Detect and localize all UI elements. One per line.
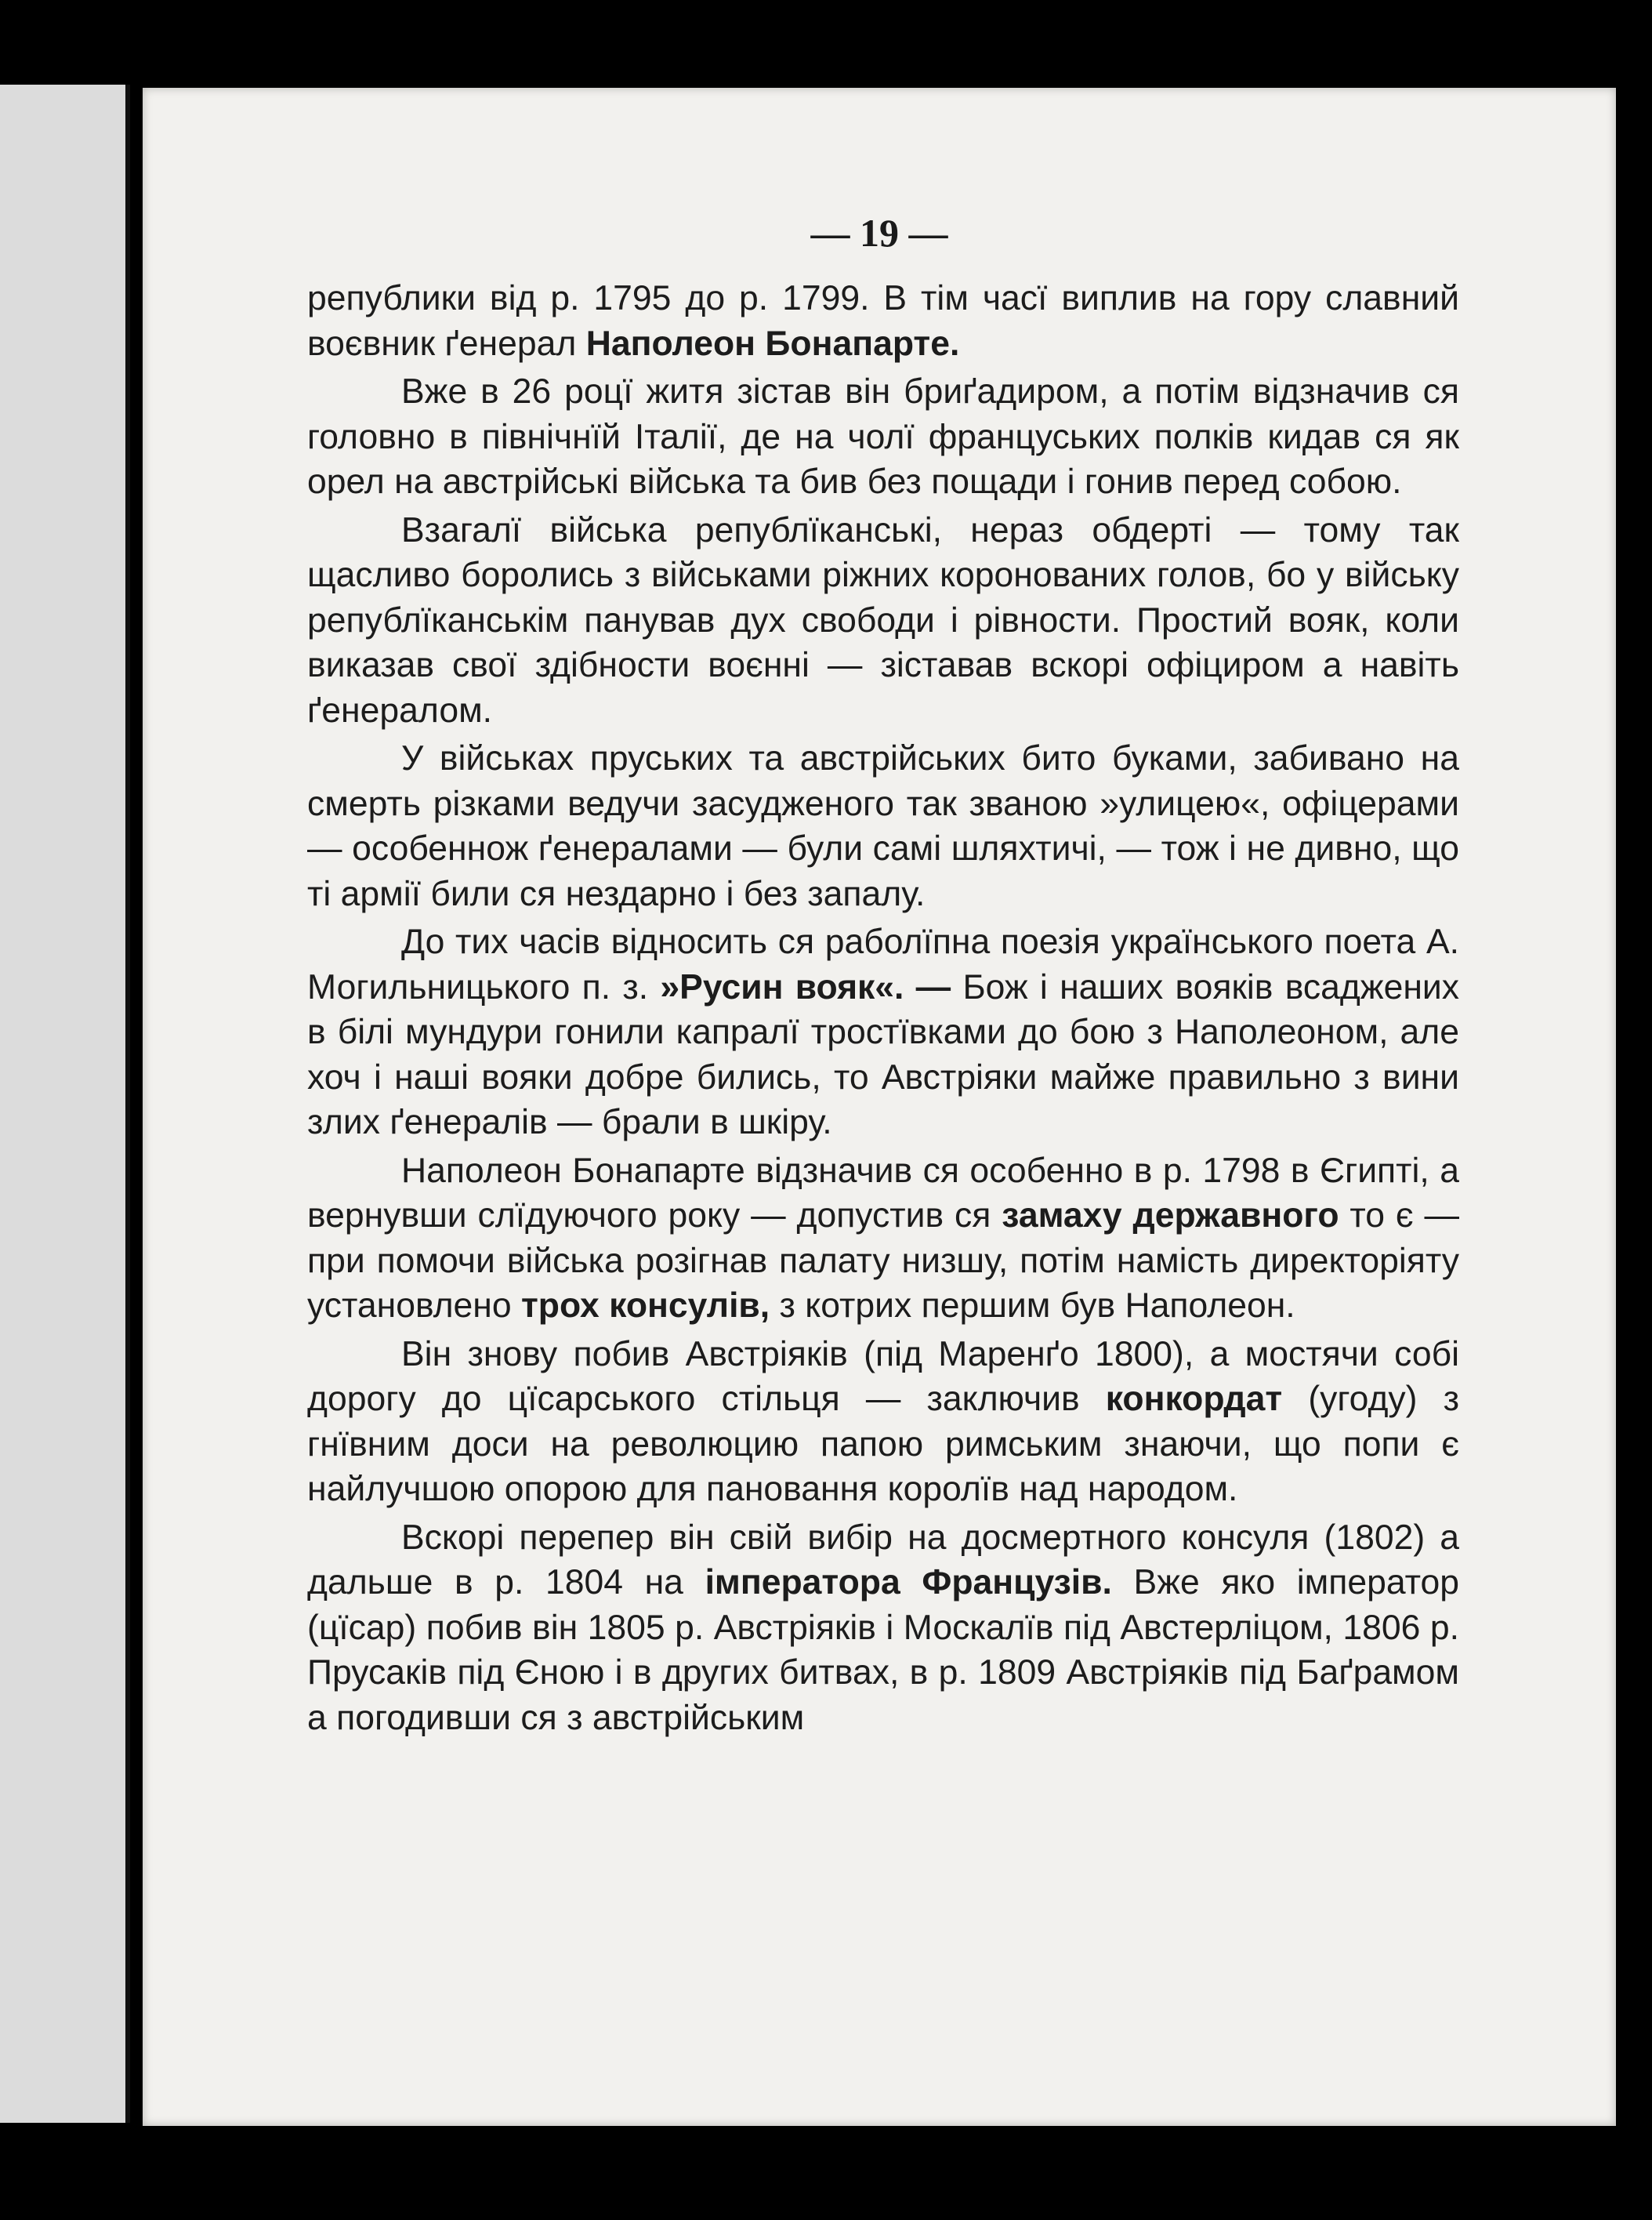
adjacent-page-edge: [0, 85, 130, 2123]
text-segment: Наполеон Бонапарте відзначив ся особенно в р. 1798 в Єгипті, а вернувши слїдуючого року — допустив ся: [307, 1151, 1459, 1235]
text-segment: У військах пруських та австрійських бито буками, забивано на смерть різками ведучи засудженого так званою »улицею«, офіцерами — особеннож ґенералами — були самі шляхтичі, — тож і не дивно, що ті армії били ся нездарно і без запалу.: [307, 739, 1459, 913]
paragraph: [307, 736, 1459, 916]
page-body-text: [307, 276, 1459, 1740]
text-segment: Вскорі перепер він свій вибір на досмертного консуля (1802) а дальше в р. 1804 на: [307, 1518, 1459, 1602]
bold-text: трох консулів,: [520, 1286, 770, 1325]
page-number: — 19 —: [810, 211, 948, 255]
paragraph: [307, 369, 1459, 505]
paragraph: [307, 508, 1459, 734]
bold-text: конкордат: [1105, 1380, 1283, 1418]
bold-text: замаху державного: [1002, 1196, 1339, 1235]
paragraph: [307, 1148, 1459, 1329]
text-segment: Вже в 26 роцї житя зістав він бриґадиром, а потім відзначив ся головно в північнїй Італії, де на чолї француських полків кидав ся як орел на австрійські війська та бив без пощади і гонив перед собою.: [307, 372, 1459, 501]
text-segment: Бож і наших вояків всаджених в білі мундури гонили капралї тростївками до бою з Наполеоном, але хоч і наші вояки добре бились, то Австріяки майже правильно з вини злих ґенералів — брали в шкіру.: [307, 967, 1460, 1141]
document-page: [143, 88, 1616, 2126]
paragraph: [307, 920, 1459, 1145]
paragraph: [307, 1332, 1459, 1512]
text-segment: републики від р. 1795 до р. 1799. В тім часї виплив на гору славний воєвник ґенерал: [307, 279, 1459, 363]
text-segment: Він знову побив Австріяків (під Маренґо 1800), а мостячи собі дорогу до цїсарського стільця — заключив: [307, 1334, 1459, 1418]
bold-text: Наполеон Бонапарте.: [585, 324, 960, 363]
text-segment: то є — при помочи війська розігнав палату низшу, потім намість директоріяту установлено: [307, 1196, 1459, 1325]
text-segment: До тих часів відносить ся раболїпна поезія українського поета А. Могильницького п. з.: [307, 923, 1459, 1007]
paragraph: [307, 276, 1459, 366]
text-segment: Взагалї війська републїканські, нераз обдерті — тому так щасливо боролись з військами ріжних коронованих голов, бо у війську републїканськім панував дух свободи і рівности. Простий вояк, коли виказав свої здібности воєнні — зіставав вскорі офіциром а навіть ґенералом.: [307, 510, 1459, 730]
text-segment: (угоду) з гнївним доси на революцию папою римським знаючи, що попи є найлучшою опорою для пановання королїв над народом.: [307, 1380, 1459, 1508]
paragraph: [307, 1515, 1459, 1741]
bold-text: імператора Французів.: [705, 1563, 1112, 1602]
text-segment: Вже яко імператор (цїсар) побив він 1805 р. Австріяків і Москалїв під Австерліцом, 1806 р. Прусаків під Єною і в других битвах, в р. 1809 Австріяків під Баґрамом а погодивши ся з австрійським: [307, 1563, 1460, 1737]
bold-text: »Русин вояк«. —: [660, 967, 951, 1007]
text-segment: з котрих першим був Наполеон.: [770, 1286, 1295, 1325]
